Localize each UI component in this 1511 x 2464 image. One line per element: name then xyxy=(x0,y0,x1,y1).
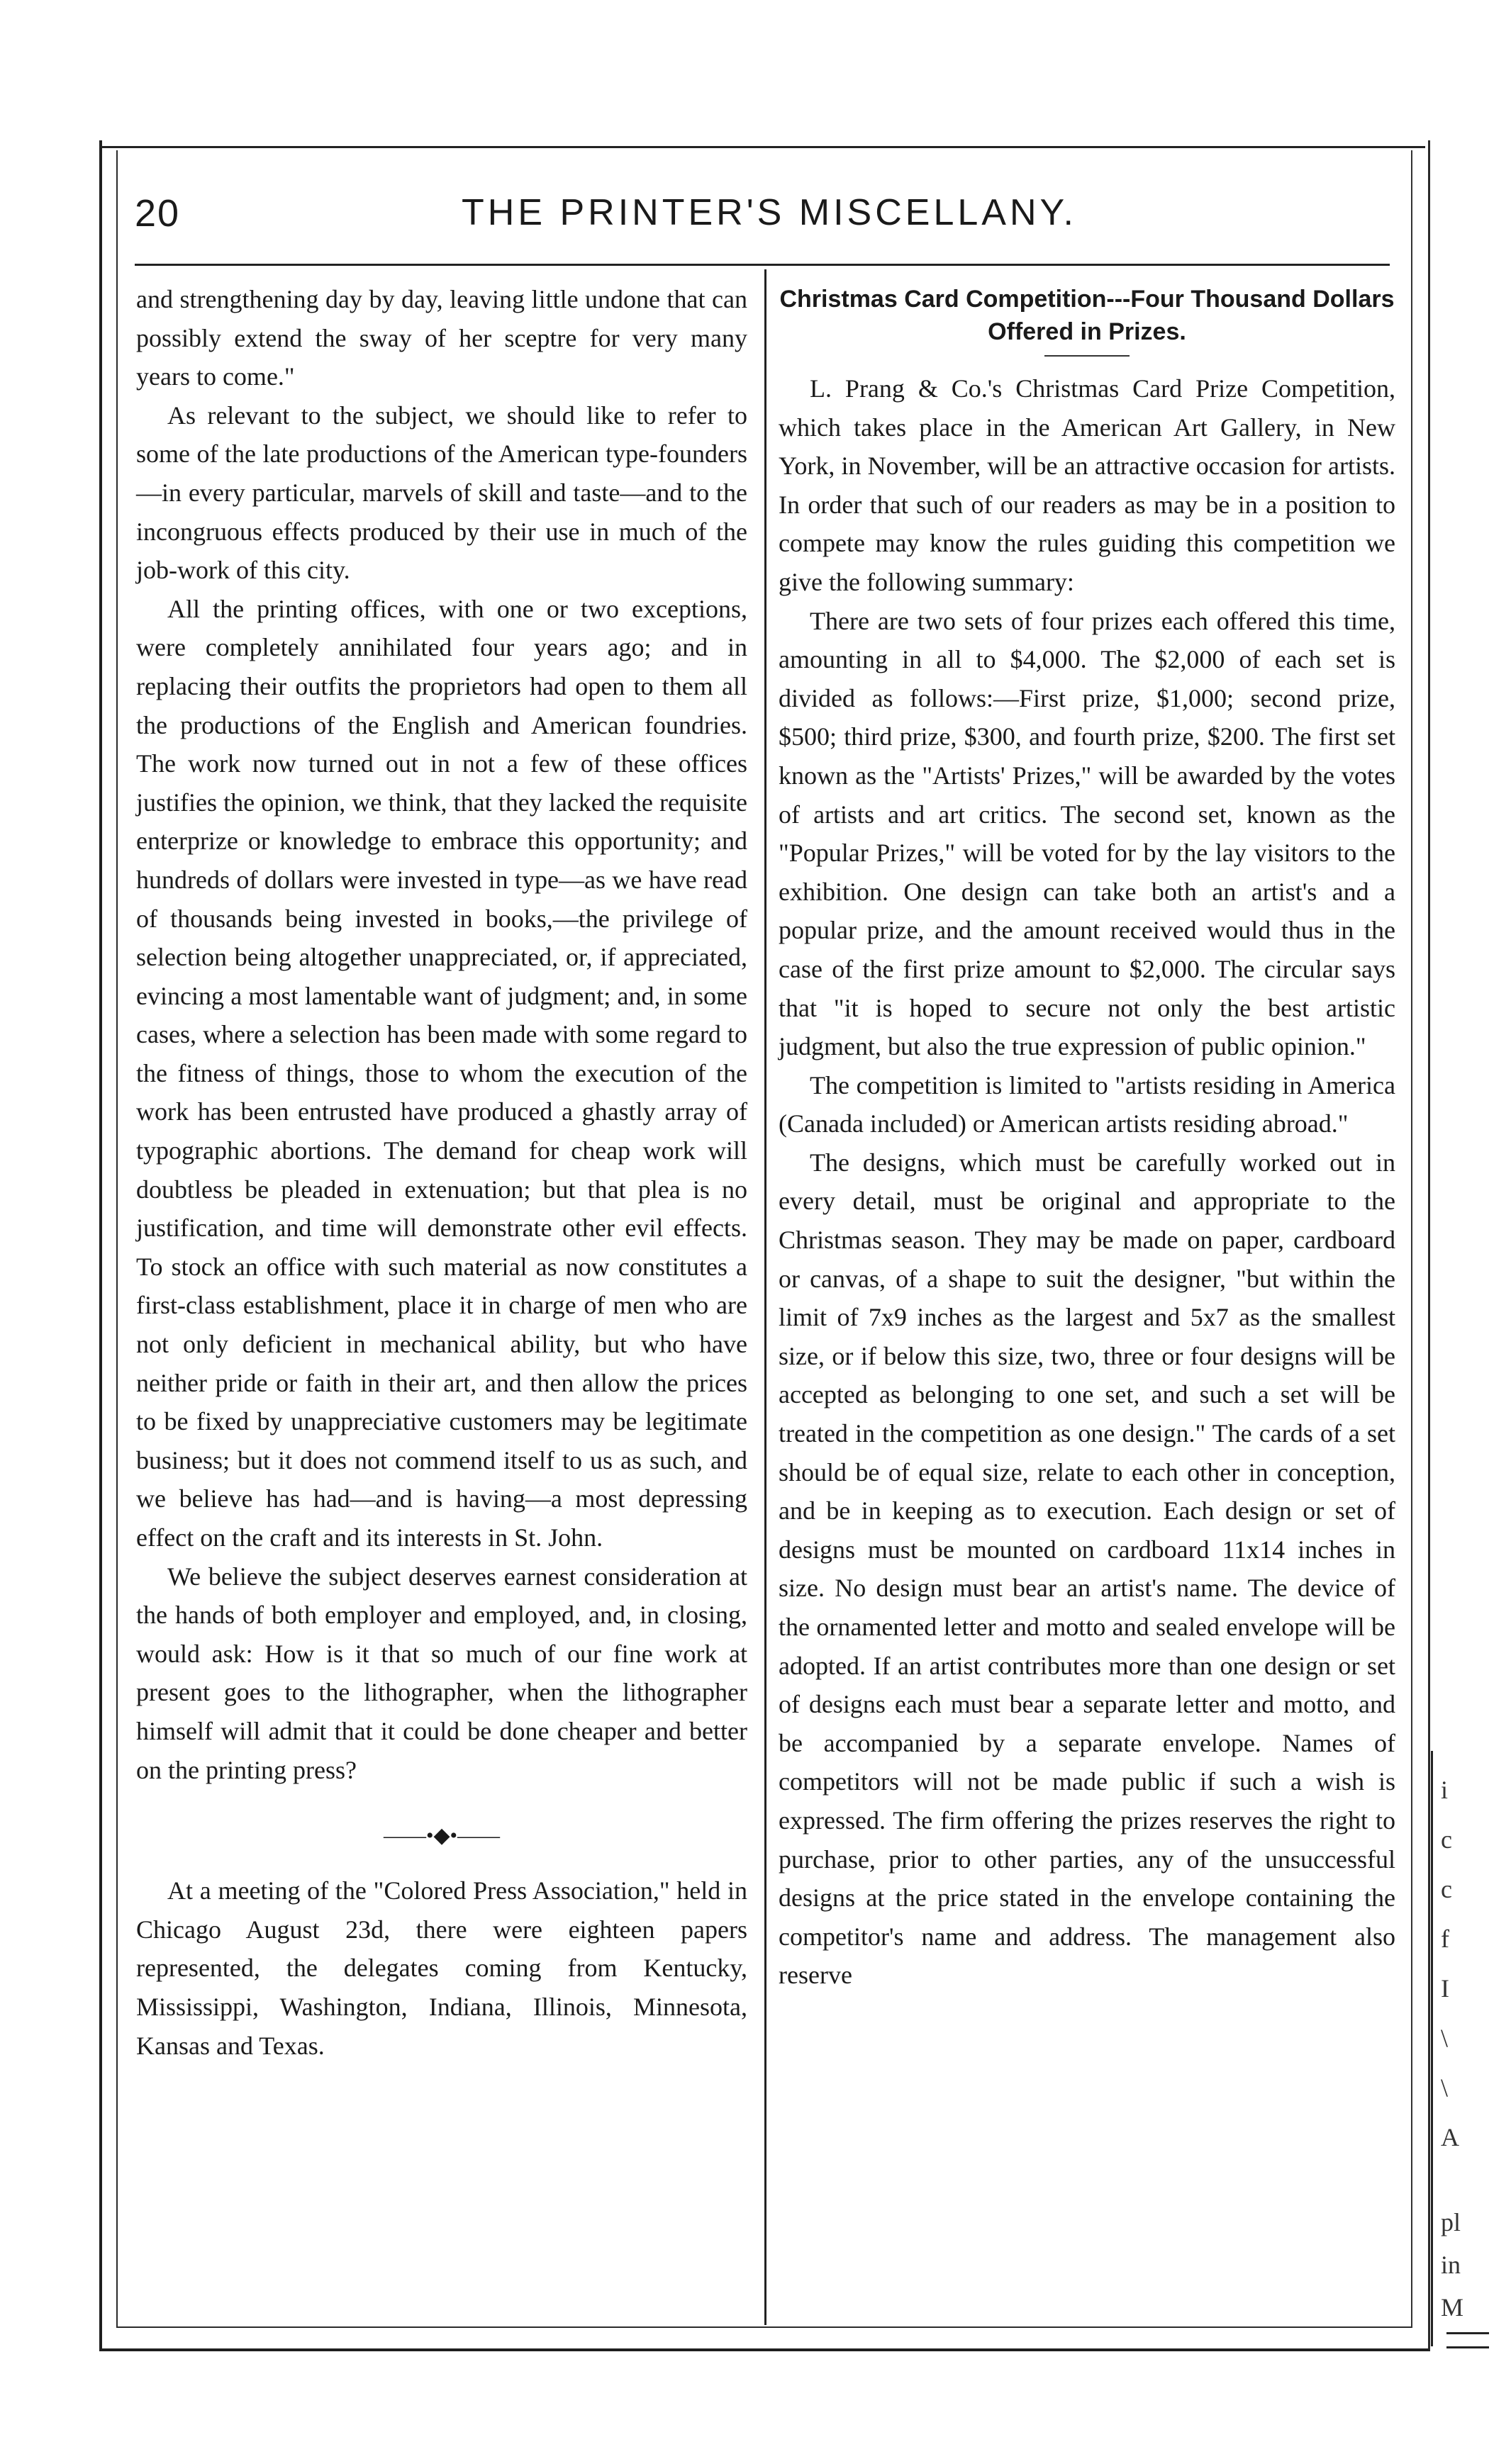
running-head-title: THE PRINTER'S MISCELLANY. xyxy=(462,192,1077,233)
left-column xyxy=(136,280,747,2065)
adjacent-page-fragment: pl xyxy=(1441,2208,1461,2236)
adjacent-page-fragment: i xyxy=(1441,1776,1449,1804)
adjacent-page-edge xyxy=(1431,1751,1440,2346)
paragraph: There are two sets of four prizes each offered this time, amounting in all to $4,000. The $2,000 of each set is divided as follows:—First prize, $1,000; second prize, $500; third prize, $300, and fourth prize, $200. The first set known as the "Artists' Prizes," will be awarded by the votes of artists and art critics. The second set, known as the "Popular Prizes," will be voted for by the lay visitors to the exhibition. One design can take both an artist's and a popular prize, and the amount received would thus in the case of the first prize amount to $2,000. The circular says that "it is hoped to secure not only the best artistic judgment, but also the true expression of public opinion." xyxy=(779,606,1395,1061)
adjacent-page-fragment: f xyxy=(1441,1925,1449,1953)
adjacent-page-rule xyxy=(1446,2332,1489,2334)
article-heading: Christmas Card Competition---Four Thousand Dollars Offered in Prizes. xyxy=(779,286,1395,345)
adjacent-page-fragment: \ xyxy=(1441,2024,1449,2052)
adjacent-page-fragment: \ xyxy=(1441,2073,1449,2102)
paragraph: We believe the subject deserves earnest consideration at the hands of both employer and employed, and, in closing, would ask: How is it that so much of our fine work at present goes to the lithographer, when the lithographer himself will admit that it could be done cheaper and better on the printing press? xyxy=(136,1562,747,1784)
paragraph: As relevant to the subject, we should like to refer to some of the late productions of the American type-founders—in every particular, marvels of skill and taste—and to the incongruous effects produced by their use in much of the job-work of this city. xyxy=(136,401,747,585)
paragraph: The competition is limited to "artists residing in America (Canada included) or American artists residing abroad." xyxy=(779,1070,1395,1138)
adjacent-page-fragment: M xyxy=(1441,2293,1464,2322)
right-column xyxy=(779,280,1395,1995)
paragraph: At a meeting of the "Colored Press Association," held in Chicago August 23d, there were eighteen papers represented, the delegates coming from Kentucky, Mississippi, Washington, Indiana, Illinois, Minnesota, Kansas and Texas. xyxy=(136,1876,747,2060)
page-number: 20 xyxy=(135,192,181,235)
paragraph: L. Prang & Co.'s Christmas Card Prize Competition, which takes place in the American Art Gallery, in New York, in November, will be an attractive occasion for artists. In order that such of our readers as may be in a position to compete may know the rules guiding this competition we give the following summary: xyxy=(779,374,1395,596)
top-rule xyxy=(99,146,1425,148)
paragraph: and strengthening day by day, leaving little undone that can possibly extend the sway of her sceptre for very many years to come." xyxy=(136,285,747,391)
adjacent-page-fragment: c xyxy=(1441,1825,1452,1854)
header-rule xyxy=(135,264,1390,266)
section-ornament: ——•◆•—— xyxy=(383,1824,501,1848)
adjacent-page-fragment: c xyxy=(1441,1875,1452,1903)
adjacent-page-fragment: in xyxy=(1441,2251,1461,2279)
column-divider xyxy=(764,269,766,2325)
adjacent-page-rule xyxy=(1446,2346,1489,2348)
paragraph: The designs, which must be carefully worked out in every detail, must be original and appropriate to the Christmas season. They may be made on paper, cardboard or canvas, of a shape to suit the designer, "but within the limit of 7x9 inches as the largest and 5x7 as the smallest size, or if below this size, two, three or four designs will be accepted as belonging to one set, and such a set will be treated in the competition as one design." The cards of a set should be of equal size, relate to each other in conception, and be in keeping as to execution. Each design or set of designs must be mounted on cardboard 11x14 inches in size. No design must bear an artist's name. The device of the ornamented letter and motto and sealed envelope will be adopted. If an artist contributes more than one design or set of designs each must bear a separate letter and motto, and be accompanied by a separate envelope. Names of competitors will not be made public if such a wish is expressed. The firm offering the prizes reserves the right to purchase, prior to other parties, any of the unsuccessful designs at the price stated in the envelope containing the competitor's name and address. The management also reserve xyxy=(779,1148,1395,1990)
adjacent-page-fragment: A xyxy=(1441,2123,1459,2151)
adjacent-page-fragment: I xyxy=(1441,1974,1449,2003)
heading-rule xyxy=(1044,355,1130,357)
paragraph: All the printing offices, with one or two exceptions, were completely annihilated four years ago; and in replacing their outfits the proprietors had open to them all the productions of the English and American foundries. The work now turned out in not a few of these offices justifies the opinion, we think, that they lacked the requisite enterprize or knowledge to embrace this opportunity; and hundreds of dollars were invested in type—as we have read of thousands being invested in books,—the privilege of selection being altogether unappreciated, or, if appreciated, evincing a most lamentable want of judgment; and, in some cases, where a selection has been made with some regard to the fitness of things, those to whom the execution of the work has been entrusted have produced a ghastly array of typographic abortions. The demand for cheap work will doubtless be pleaded in extenuation; but that plea is no justification, and time will demonstrate other evil effects. To stock an office with such material as now constitutes a first-class establishment, place it in charge of men who are not only deficient in mechanical ability, but who have neither pride or faith in their art, and then allow the prices to be fixed by unappreciative customers may be legitimate business; but it does not commend itself to us as such, and we believe has had—and is having—a most depressing effect on the craft and its interests in St. John. xyxy=(136,594,747,1552)
page-header xyxy=(135,177,1404,255)
